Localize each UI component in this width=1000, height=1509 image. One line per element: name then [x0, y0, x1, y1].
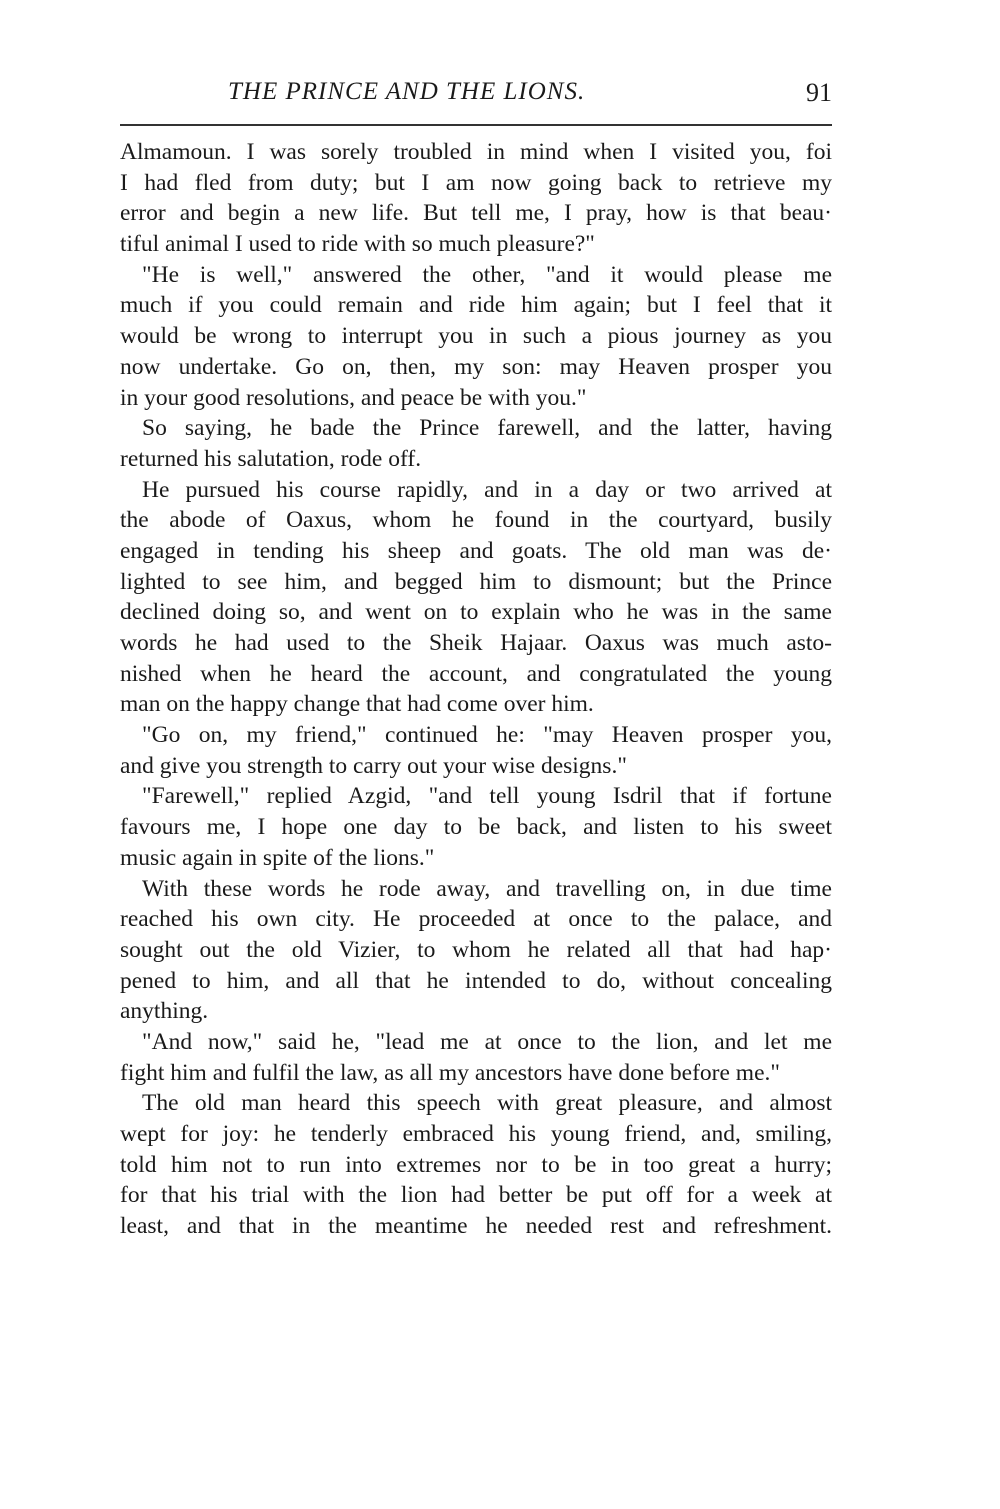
text-line: nished when he heard the account, and congratulated the young — [120, 660, 832, 687]
text-line: reached his own city. He proceeded at once to the palace, and — [120, 906, 832, 933]
text-line: and give you strength to carry out your wise designs." — [120, 752, 627, 779]
text-line: returned his salutation, rode off. — [120, 445, 422, 472]
text-line: "Go on, my friend," continued he: "may Heaven prosper you, — [142, 722, 832, 749]
text-line: tiful animal I used to ride with so much pleasure?" — [120, 231, 595, 258]
text-line: wept for joy: he tenderly embraced his young friend, and, smiling, — [120, 1121, 832, 1147]
text-line: So saying, he bade the Prince farewell, and the latter, having — [142, 415, 832, 442]
text-line: fight him and fulfil the law, as all my ancestors have done before me." — [120, 1059, 780, 1086]
page-body — [120, 137, 832, 1242]
text-line: pened to him, and all that he intended to do, without concealing — [120, 967, 832, 994]
page-number: 91 — [806, 78, 832, 107]
text-line: "And now," said he, "lead me at once to the lion, and let me — [142, 1028, 832, 1055]
text-line: favours me, I hope one day to be back, and listen to his sweet — [120, 814, 832, 841]
text-line: He pursued his course rapidly, and in a day or two arrived at — [142, 476, 832, 503]
running-title: THE PRINCE AND THE LIONS. — [228, 78, 586, 105]
text-line: least, and that in the meantime he needed rest and refreshment. — [120, 1213, 832, 1240]
text-line: With these words he rode away, and travelling on, in due time — [142, 875, 832, 902]
text-line: in your good resolutions, and peace be with you." — [120, 384, 587, 411]
header-rule — [120, 124, 832, 126]
text-line: sought out the old Vizier, to whom he related all that had hap· — [120, 936, 832, 963]
text-line: told him not to run into extremes nor to be in too great a hurry; — [120, 1151, 832, 1178]
text-line: lighted to see him, and begged him to dismount; but the Prince — [120, 568, 832, 595]
text-line: for that his trial with the lion had better be put off for a week at — [120, 1182, 832, 1209]
text-line: Almamoun. I was sorely troubled in mind when I visited you, foi — [120, 139, 832, 165]
text-line: man on the happy change that had come over him. — [120, 691, 594, 718]
text-line: would be wrong to interrupt you in such a pious journey as you — [120, 323, 832, 350]
text-line: I had fled from duty; but I am now going back to retrieve my — [120, 169, 832, 196]
text-line: declined doing so, and went on to explain who he was in the same — [120, 599, 832, 626]
text-line: engaged in tending his sheep and goats. The old man was de· — [120, 537, 832, 564]
text-line: words he had used to the Sheik Hajaar. Oaxus was much asto- — [120, 630, 832, 656]
text-line: anything. — [120, 998, 209, 1025]
text-line: error and begin a new life. But tell me, I pray, how is that beau· — [120, 200, 832, 227]
text-line: now undertake. Go on, then, my son: may Heaven prosper you — [120, 353, 832, 380]
text-line: The old man heard this speech with great pleasure, and almost — [142, 1090, 832, 1117]
text-line: "Farewell," replied Azgid, "and tell young Isdril that if fortune — [142, 783, 832, 810]
running-header — [120, 78, 832, 112]
text-line: "He is well," answered the other, "and it would please me — [142, 261, 832, 288]
text-line: music again in spite of the lions." — [120, 844, 435, 871]
text-line: the abode of Oaxus, whom he found in the courtyard, busily — [120, 507, 832, 534]
text-line: much if you could remain and ride him again; but I feel that it — [120, 292, 832, 319]
